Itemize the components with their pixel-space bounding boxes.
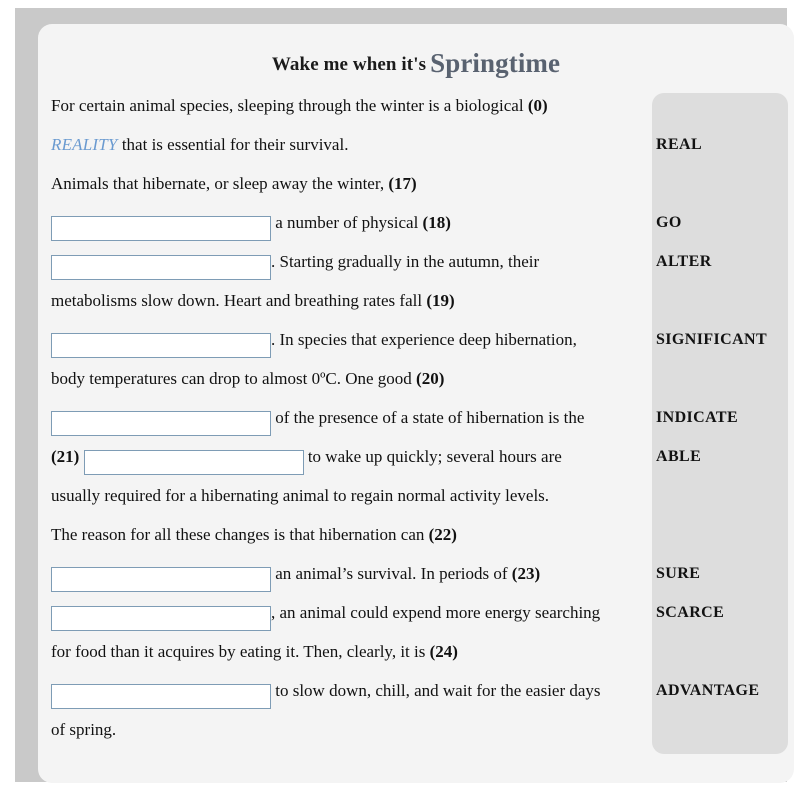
- body-text: of spring.: [51, 720, 117, 739]
- body-text: For certain animal species, sleeping through the winter is a biological: [51, 96, 528, 115]
- exercise-line-text: [51, 710, 116, 749]
- answer-20-input[interactable]: [51, 411, 271, 436]
- exercise-line: [38, 398, 794, 437]
- question-number: (22): [428, 525, 457, 544]
- answer-19-input[interactable]: [51, 333, 271, 358]
- page-title: [38, 24, 794, 86]
- body-text: . Starting gradually in the autumn, their: [271, 252, 540, 271]
- exercise-line-text: [51, 632, 458, 671]
- answer-17-input[interactable]: [51, 216, 271, 241]
- question-number: (17): [388, 174, 417, 193]
- exercise-line: [38, 476, 794, 515]
- exercise-line-text: [51, 554, 540, 593]
- question-number: (23): [511, 564, 541, 583]
- exercise-line: [38, 515, 794, 554]
- outer-frame: [15, 8, 787, 782]
- body-text: The reason for all these changes is that hibernation can: [51, 525, 429, 544]
- body-text: usually required for a hibernating animal to regain normal activity levels.: [51, 486, 550, 505]
- exercise-line-text: [51, 164, 417, 203]
- question-number: (18): [422, 213, 451, 232]
- exercise-line-text: [51, 86, 548, 125]
- exercise-line: [38, 359, 794, 398]
- prompt-word: SCARCE: [656, 604, 725, 621]
- body-text: , an animal could expend more energy searching: [271, 603, 601, 622]
- exercise-line: [38, 593, 794, 632]
- prompt-word: SIGNIFICANT: [656, 331, 768, 348]
- prompt-word: ADVANTAGE: [656, 682, 760, 699]
- body-text: to slow down, chill, and wait for the easier days: [271, 681, 601, 700]
- body-text: . In species that experience deep hibernation,: [271, 330, 577, 349]
- title-prefix: Wake me when it's: [271, 54, 427, 75]
- title-row: [38, 48, 794, 79]
- exercise-line: [38, 281, 794, 320]
- exercise-line: [38, 437, 794, 476]
- exercise-line: [38, 125, 794, 164]
- body-text: for food than it acquires by eating it. Then, clearly, it is: [51, 642, 430, 661]
- prompt-word: ALTER: [656, 253, 712, 270]
- exercise-line-text: [51, 281, 455, 320]
- question-number: (19): [426, 291, 455, 310]
- question-number: (0): [527, 96, 548, 115]
- body-text: an animal’s survival. In periods of: [271, 564, 512, 583]
- exercise-line: [38, 203, 794, 242]
- exercise-line-text: [51, 242, 539, 281]
- exercise-line: [38, 86, 794, 125]
- exercise-line-text: [51, 203, 451, 242]
- prompt-word: INDICATE: [656, 409, 739, 426]
- body-text: that is essential for their survival.: [117, 135, 349, 154]
- exercise-line-text: [51, 125, 348, 164]
- body-text: body temperatures can drop to almost 0ºC. One good: [51, 369, 417, 388]
- question-number: (20): [416, 369, 445, 388]
- answer-24-input[interactable]: [51, 684, 271, 709]
- answer-21-input[interactable]: [84, 450, 304, 475]
- exercise-line: [38, 320, 794, 359]
- exercise-body: [38, 86, 794, 749]
- exercise-line-text: [51, 515, 457, 554]
- body-text: metabolisms slow down. Heart and breathing rates fall: [51, 291, 427, 310]
- exercise-line: [38, 710, 794, 749]
- prompt-word: GO: [656, 214, 682, 231]
- exercise-line-text: [51, 359, 444, 398]
- exercise-line-text: [51, 398, 584, 437]
- exercise-line-text: [51, 593, 600, 632]
- body-text: Animals that hibernate, or sleep away the winter,: [51, 174, 389, 193]
- example-answer: REALITY: [51, 135, 118, 154]
- exercise-line: [38, 554, 794, 593]
- exercise-line: [38, 242, 794, 281]
- exercise-line-text: [51, 476, 549, 515]
- answer-18-input[interactable]: [51, 255, 271, 280]
- exercise-line: [38, 632, 794, 671]
- exercise-line-text: [51, 320, 577, 359]
- prompt-word: REAL: [656, 136, 703, 153]
- question-number: (24): [429, 642, 458, 661]
- body-text: of the presence of a state of hibernation is the: [271, 408, 585, 427]
- exercise-panel: [38, 24, 794, 783]
- answer-23-input[interactable]: [51, 606, 271, 631]
- exercise-line: [38, 671, 794, 710]
- prompt-word: SURE: [656, 565, 701, 582]
- exercise-line-text: [51, 437, 562, 476]
- question-number: (21): [51, 447, 80, 466]
- body-text: to wake up quickly; several hours are: [303, 447, 562, 466]
- body-text: a number of physical: [271, 213, 423, 232]
- exercise-line: [38, 164, 794, 203]
- prompt-word: ABLE: [656, 448, 702, 465]
- exercise-line-text: [51, 671, 601, 710]
- title-main: Springtime: [430, 48, 561, 78]
- answer-22-input[interactable]: [51, 567, 271, 592]
